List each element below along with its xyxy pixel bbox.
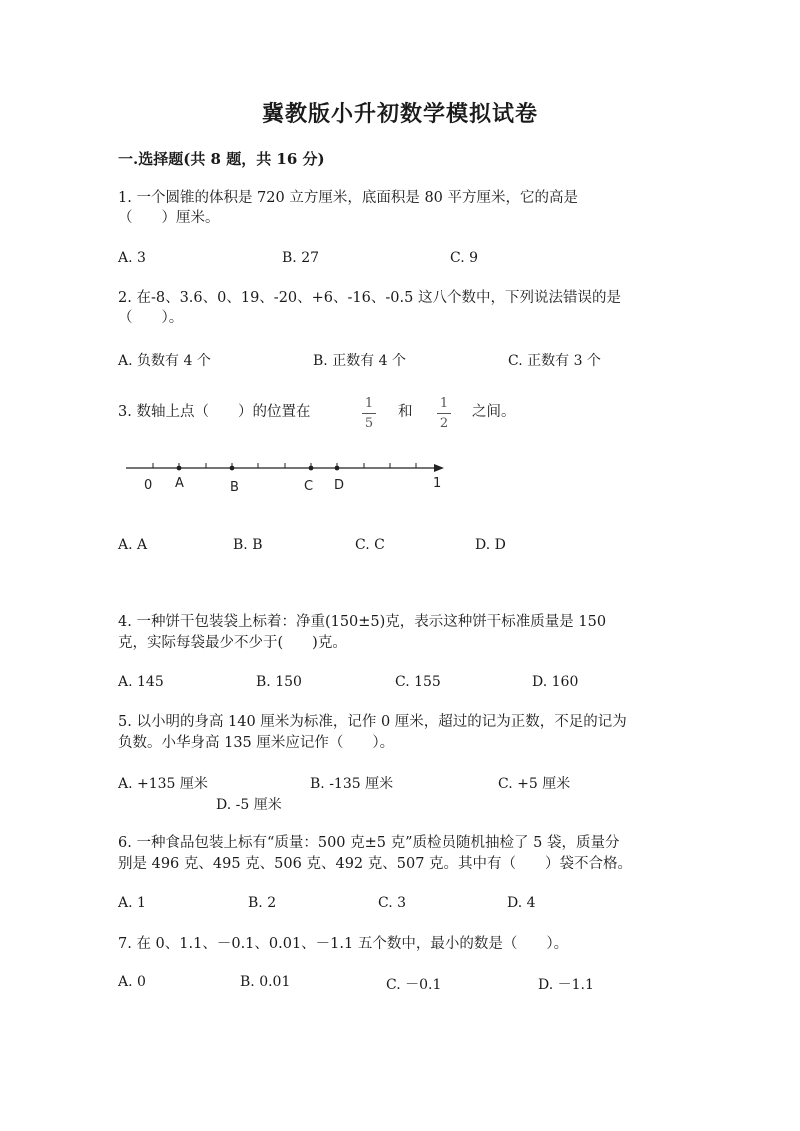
point-b-dot <box>230 466 235 471</box>
question-7-option-d[interactable]: D. －1.1 <box>538 977 594 993</box>
question-4-line-1: 4. 一种饼干包装袋上标着：净重(150±5)克，表示这种饼干标准质量是 150 <box>118 614 607 630</box>
question-2-option-c[interactable]: C. 正数有 3 个 <box>508 353 601 369</box>
question-6-option-d[interactable]: D. 4 <box>507 895 536 911</box>
fraction-denominator: 2 <box>439 416 449 431</box>
question-1-option-b[interactable]: B. 27 <box>282 250 320 266</box>
fraction-one-half <box>437 396 451 431</box>
question-3-option-a[interactable]: A. A <box>118 537 148 553</box>
point-c-dot <box>309 466 314 471</box>
fraction-denominator: 5 <box>364 416 374 431</box>
question-6-line-1: 6. 一种食品包装上标有“质量：500 克±5 克”质检员随机抽检了 5 袋，质量分 <box>118 835 620 851</box>
question-4-option-c[interactable]: C. 155 <box>395 674 441 690</box>
point-d-dot <box>335 466 340 471</box>
question-7-option-a[interactable]: A. 0 <box>118 974 146 990</box>
question-4-line-2: 克，实际每袋最少不少于( )克。 <box>118 635 347 651</box>
question-6-line-2: 别是 496 克、495 克、506 克、492 克、507 克。其中有（ ）袋不合格。 <box>118 856 633 872</box>
question-3-text: 3. 数轴上点（ ）的位置在 <box>118 404 311 420</box>
point-a-label: A <box>175 476 184 491</box>
question-5-option-a[interactable]: A. +135 厘米 <box>118 776 208 792</box>
question-2-line-2: （ ）。 <box>118 310 184 326</box>
question-5-option-c[interactable]: C. +5 厘米 <box>498 776 571 792</box>
question-1-option-c[interactable]: C. 9 <box>450 250 479 266</box>
question-5-option-b[interactable]: B. -135 厘米 <box>310 776 394 792</box>
point-b-label: B <box>230 480 239 495</box>
question-5-option-d[interactable]: D. -5 厘米 <box>216 797 282 813</box>
fraction-numerator: 1 <box>439 396 449 411</box>
question-6-option-c[interactable]: C. 3 <box>378 895 407 911</box>
point-a-dot <box>177 466 182 471</box>
question-2-option-b[interactable]: B. 正数有 4 个 <box>313 353 406 369</box>
question-5-line-1: 5. 以小明的身高 140 厘米为标准，记作 0 厘米，超过的记为正数，不足的记为 <box>118 714 627 730</box>
question-1-line-1: 1. 一个圆锥的体积是 720 立方厘米，底面积是 80 平方厘米，它的高是 <box>118 190 579 206</box>
section-heading: 一.选择题(共 8 题，共 16 分) <box>118 150 325 168</box>
question-6-option-b[interactable]: B. 2 <box>248 895 277 911</box>
point-d-label: D <box>334 478 345 493</box>
question-4-option-a[interactable]: A. 145 <box>118 674 164 690</box>
question-3-and: 和 <box>398 404 413 420</box>
number-line-figure <box>118 455 458 500</box>
question-3-option-b[interactable]: B. B <box>233 537 263 553</box>
question-1-option-a[interactable]: A. 3 <box>118 250 146 266</box>
question-7-option-b[interactable]: B. 0.01 <box>240 974 291 990</box>
fraction-one-fifth <box>362 396 376 431</box>
question-3-option-c[interactable]: C. C <box>355 537 385 553</box>
fraction-bar <box>437 413 451 414</box>
number-line-arrow <box>434 464 444 472</box>
number-line-ticks <box>153 463 416 468</box>
question-5-line-2: 负数。小华身高 135 厘米应记作（ ）。 <box>118 735 395 751</box>
question-7-option-c[interactable]: C. －0.1 <box>386 977 442 993</box>
question-3-ending: 之间。 <box>472 404 516 420</box>
point-c-label: C <box>304 479 314 494</box>
question-4-option-d[interactable]: D. 160 <box>532 674 579 690</box>
fraction-numerator: 1 <box>364 396 374 411</box>
question-2-option-a[interactable]: A. 负数有 4 个 <box>118 353 211 369</box>
page-title: 冀教版小升初数学模拟试卷 <box>261 101 538 127</box>
question-7-line-1: 7. 在 0、1.1、－0.1、0.01、－1.1 五个数中，最小的数是（ ）。 <box>118 936 569 952</box>
question-1-line-2: （ ）厘米。 <box>118 210 220 226</box>
fraction-bar <box>362 413 376 414</box>
question-6-option-a[interactable]: A. 1 <box>118 895 146 911</box>
question-2-line-1: 2. 在-8、3.6、0、19、-20、+6、-16、-0.5 这八个数中，下列说法错误的是 <box>118 290 621 306</box>
number-line-one-label: 1 <box>433 476 442 491</box>
number-line-zero-label: 0 <box>144 478 153 493</box>
question-3-option-d[interactable]: D. D <box>475 537 506 553</box>
question-4-option-b[interactable]: B. 150 <box>256 674 302 690</box>
